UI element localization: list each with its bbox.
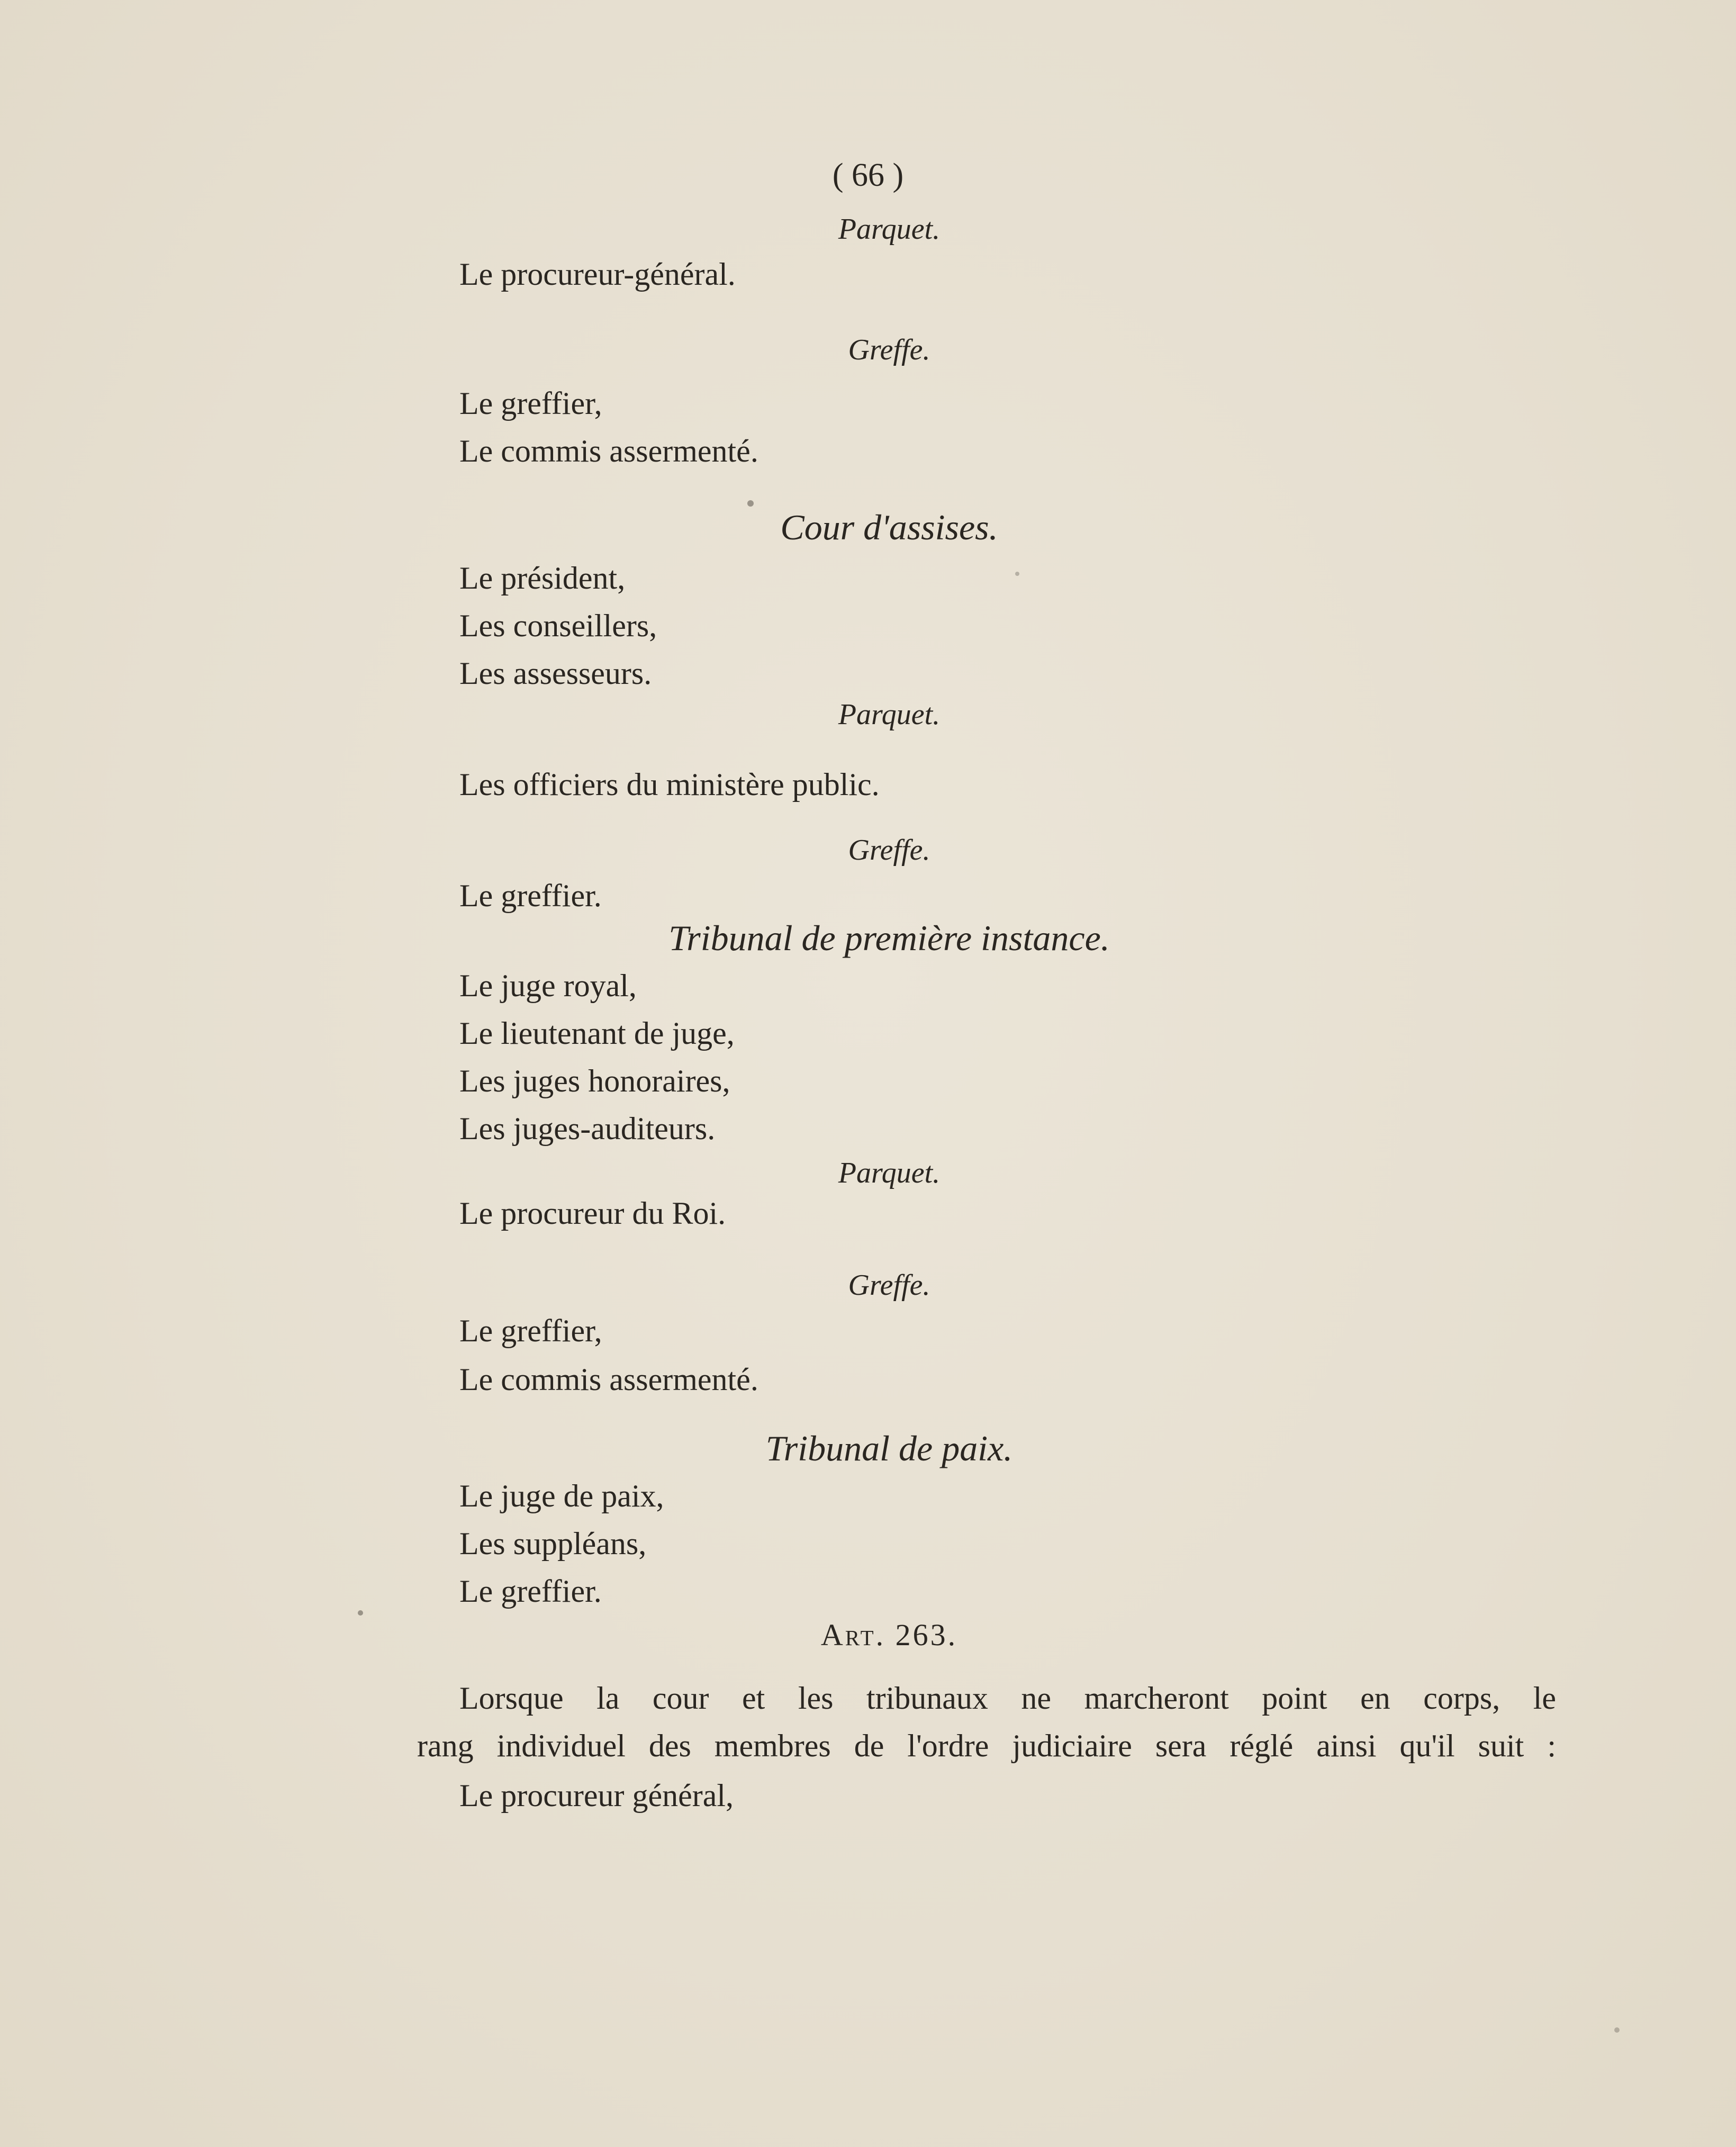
section-heading-parquet: Parquet. <box>838 213 941 246</box>
section-heading-greffe: Greffe. <box>848 1269 930 1302</box>
section-heading-parquet: Parquet. <box>838 698 941 731</box>
section-heading-tribunal-premiere-instance: Tribunal de première instance. <box>668 918 1110 958</box>
article-paragraph-line: Lorsque la cour et les tribunaux ne marcheront point en corps, le <box>459 1681 1556 1716</box>
page-number: ( 66 ) <box>832 157 904 193</box>
member-line: Le greffier. <box>459 878 602 913</box>
section-heading-cour-assises: Cour d'assises. <box>780 507 998 547</box>
member-line: Les suppléans, <box>459 1526 647 1561</box>
paper-speck <box>1015 572 1019 576</box>
member-line: Les assesseurs. <box>459 656 652 691</box>
section-heading-greffe: Greffe. <box>848 834 930 867</box>
paper-speck <box>358 1610 363 1616</box>
member-line: Le greffier, <box>459 386 602 421</box>
member-line: Le juge royal, <box>459 968 637 1003</box>
member-line: Les juges-auditeurs. <box>459 1111 716 1146</box>
article-paragraph-line: rang individuel des membres de l'ordre judiciaire sera réglé ainsi qu'il suit : <box>417 1728 1556 1763</box>
member-line: Le greffier. <box>459 1574 602 1609</box>
member-line: Le procureur général, <box>459 1778 734 1813</box>
member-line: Le greffier, <box>459 1313 602 1348</box>
member-line: Le commis assermenté. <box>459 1362 758 1397</box>
member-line: Le procureur du Roi. <box>459 1196 726 1231</box>
member-line: Le lieutenant de juge, <box>459 1016 735 1051</box>
member-line: Le juge de paix, <box>459 1478 664 1513</box>
member-line: Les conseillers, <box>459 608 657 643</box>
member-line: Le procureur-général. <box>459 257 736 292</box>
member-line: Le commis assermenté. <box>459 434 758 468</box>
section-heading-greffe: Greffe. <box>848 333 930 366</box>
article-heading: Art. 263. <box>820 1618 958 1652</box>
member-line: Le président, <box>459 561 626 596</box>
paper-speck <box>747 500 754 507</box>
paper-speck <box>1614 2027 1620 2033</box>
member-line: Les juges honoraires, <box>459 1063 730 1098</box>
member-line: Les officiers du ministère public. <box>459 767 880 802</box>
section-heading-parquet: Parquet. <box>838 1157 941 1189</box>
section-heading-tribunal-paix: Tribunal de paix. <box>765 1428 1013 1468</box>
